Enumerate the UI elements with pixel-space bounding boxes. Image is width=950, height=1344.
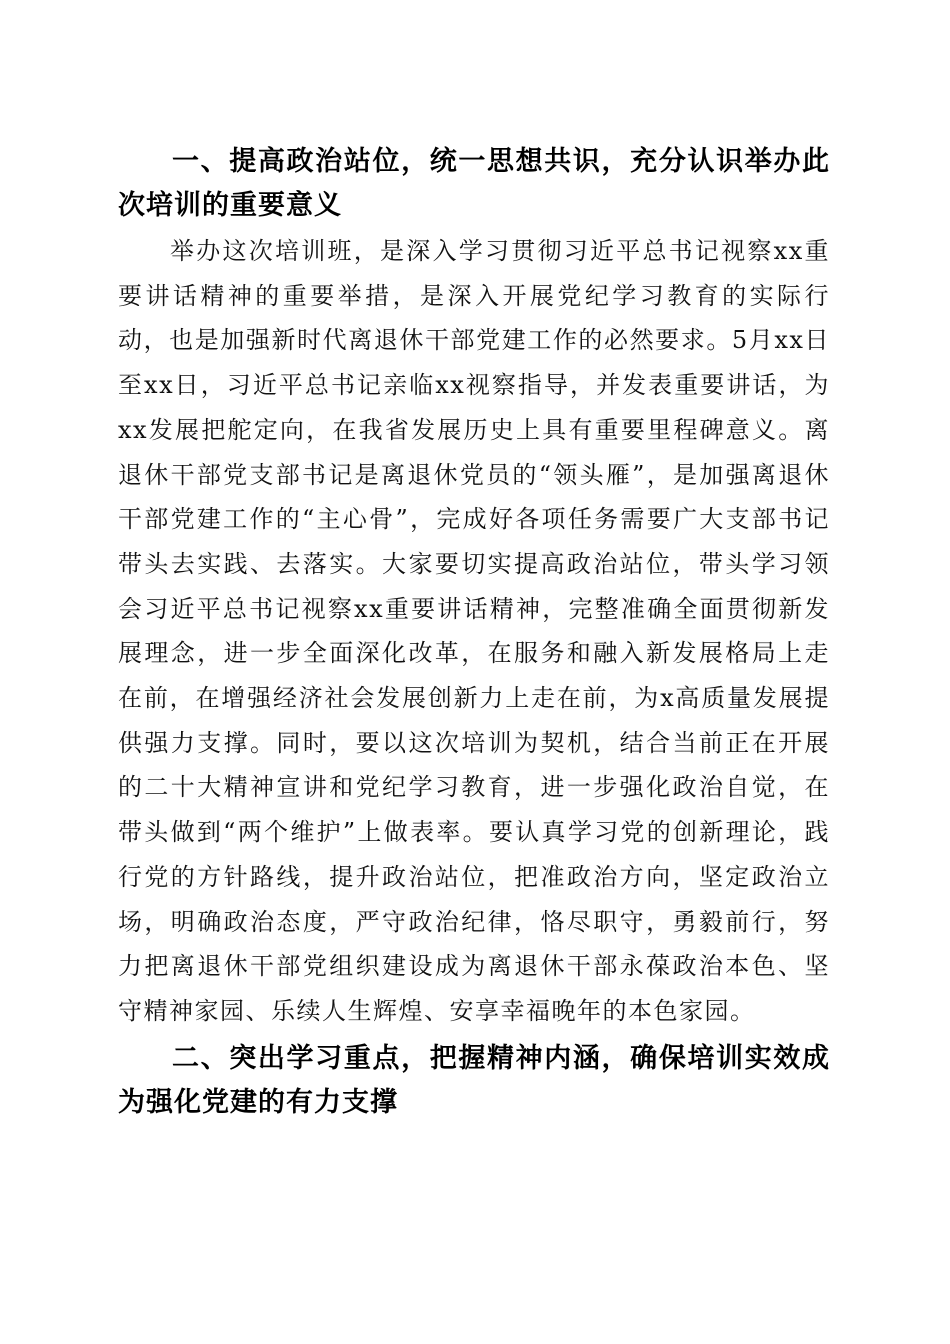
section-1-paragraph: 举办这次培训班，是深入学习贯彻习近平总书记视察xx重要讲话精神的重要举措，是深入开展党纪学习教育的实际行动，也是加强新时代离退休干部党建工作的必然要求。5月xx日至xx日，习近平总书记亲临xx视察指导，并发表重要讲话，为xx发展把舵定向，在我省发展历史上具有重要里程碑意义。离退休干部党支部书记是离退休党员的“领头雁”，是加强离退休干部党建工作的“主心骨”，完成好各项任务需要广大支部书记带头去实践、去落实。大家要切实提高政治站位，带头学习领会习近平总书记视察xx重要讲话精神，完整准确全面贯彻新发展理念，进一步全面深化改革，在服务和融入新发展格局上走在前，在增强经济社会发展创新力上走在前，为x高质量发展提供强力支撑。同时，要以这次培训为契机，结合当前正在开展的二十大精神宣讲和党纪学习教育，进一步强化政治自觉，在带头做到“两个维护”上做表率。要认真学习党的创新理论，践行党的方针路线，提升政治站位，把准政治方向，坚定政治立场，明确政治态度，严守政治纪律，恪尽职守，勇毅前行，努力把离退休干部党组织建设成为离退休干部永葆政治本色、坚守精神家园、乐续人生辉煌、安享幸福晚年的本色家园。 [118,237,830,1025]
section-1-heading: 一、提高政治站位，统一思想共识，充分认识举办此次培训的重要意义 [118,146,830,221]
document-body [118,140,830,1125]
section-2-heading: 二、突出学习重点，把握精神内涵，确保培训实效成为强化党建的有力支撑 [118,1042,830,1118]
